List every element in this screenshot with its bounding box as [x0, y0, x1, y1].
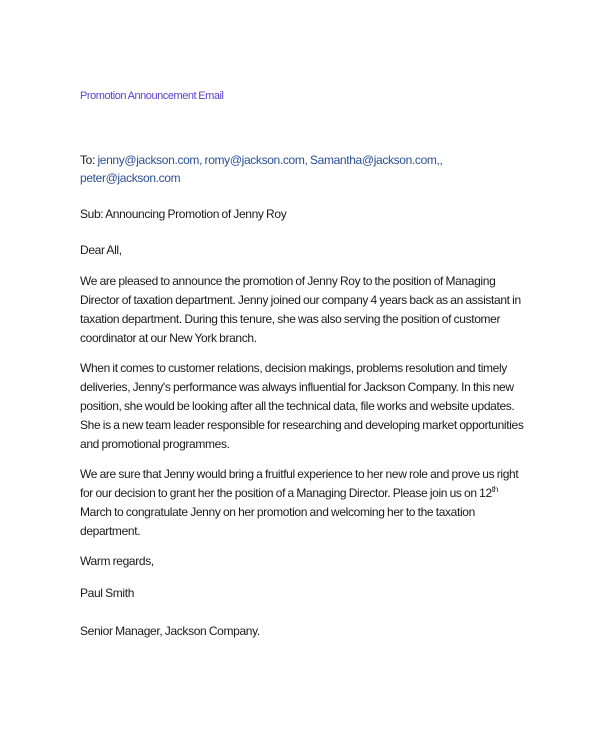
recipient-email-jenny[interactable]: jenny@jackson.com [97, 153, 200, 167]
recipient-email-romy[interactable]: romy@jackson.com [204, 153, 305, 167]
subject-line: Sub: Announcing Promotion of Jenny Roy [80, 207, 287, 221]
paragraph-3-text-after: March to congratulate Jenny on her promotion and welcoming her to the taxation department. [80, 505, 475, 538]
paragraph-3-text-before: We are sure that Jenny would bring a fruitful experience to her new role and prove us right for our decision to grant her the position of a Managing Director. Please join us on 12 [80, 467, 519, 500]
document-title: Promotion Announcement Email [80, 90, 224, 102]
signer-name: Paul Smith [80, 586, 135, 600]
recipient-separator: , [199, 153, 205, 167]
recipient-email-peter[interactable]: peter@jackson.com [80, 171, 181, 185]
body-paragraph-3 [80, 465, 530, 541]
greeting: Dear All, [80, 243, 122, 257]
to-label: To: [80, 153, 95, 167]
recipient-separator: , [304, 153, 310, 167]
recipients-line [80, 151, 530, 187]
closing: Warm regards, [80, 554, 154, 568]
body-paragraph-1: We are pleased to announce the promotion of Jenny Roy to the position of Managing Director of taxation department. Jenny joined our company 4 years back as an assistant in taxation department. During this tenure, she was also serving the position of customer coordinator at our New York branch. [80, 274, 521, 345]
date-ordinal-suffix: th [491, 485, 498, 494]
body-paragraph-2: When it comes to customer relations, decision makings, problems resolution and timely deliveries, Jenny's performance was always influential for Jackson Company. In this new position, she would be looking after all the technical data, file works and website updates. She is a new team leader responsible for researching and developing market opportunities and promotional programmes. [80, 361, 524, 451]
recipient-email-samantha[interactable]: Samantha@jackson.com [309, 153, 437, 167]
email-letter [80, 90, 530, 640]
recipient-separator: ,, [436, 153, 443, 167]
signer-title: Senior Manager, Jackson Company. [80, 624, 260, 638]
